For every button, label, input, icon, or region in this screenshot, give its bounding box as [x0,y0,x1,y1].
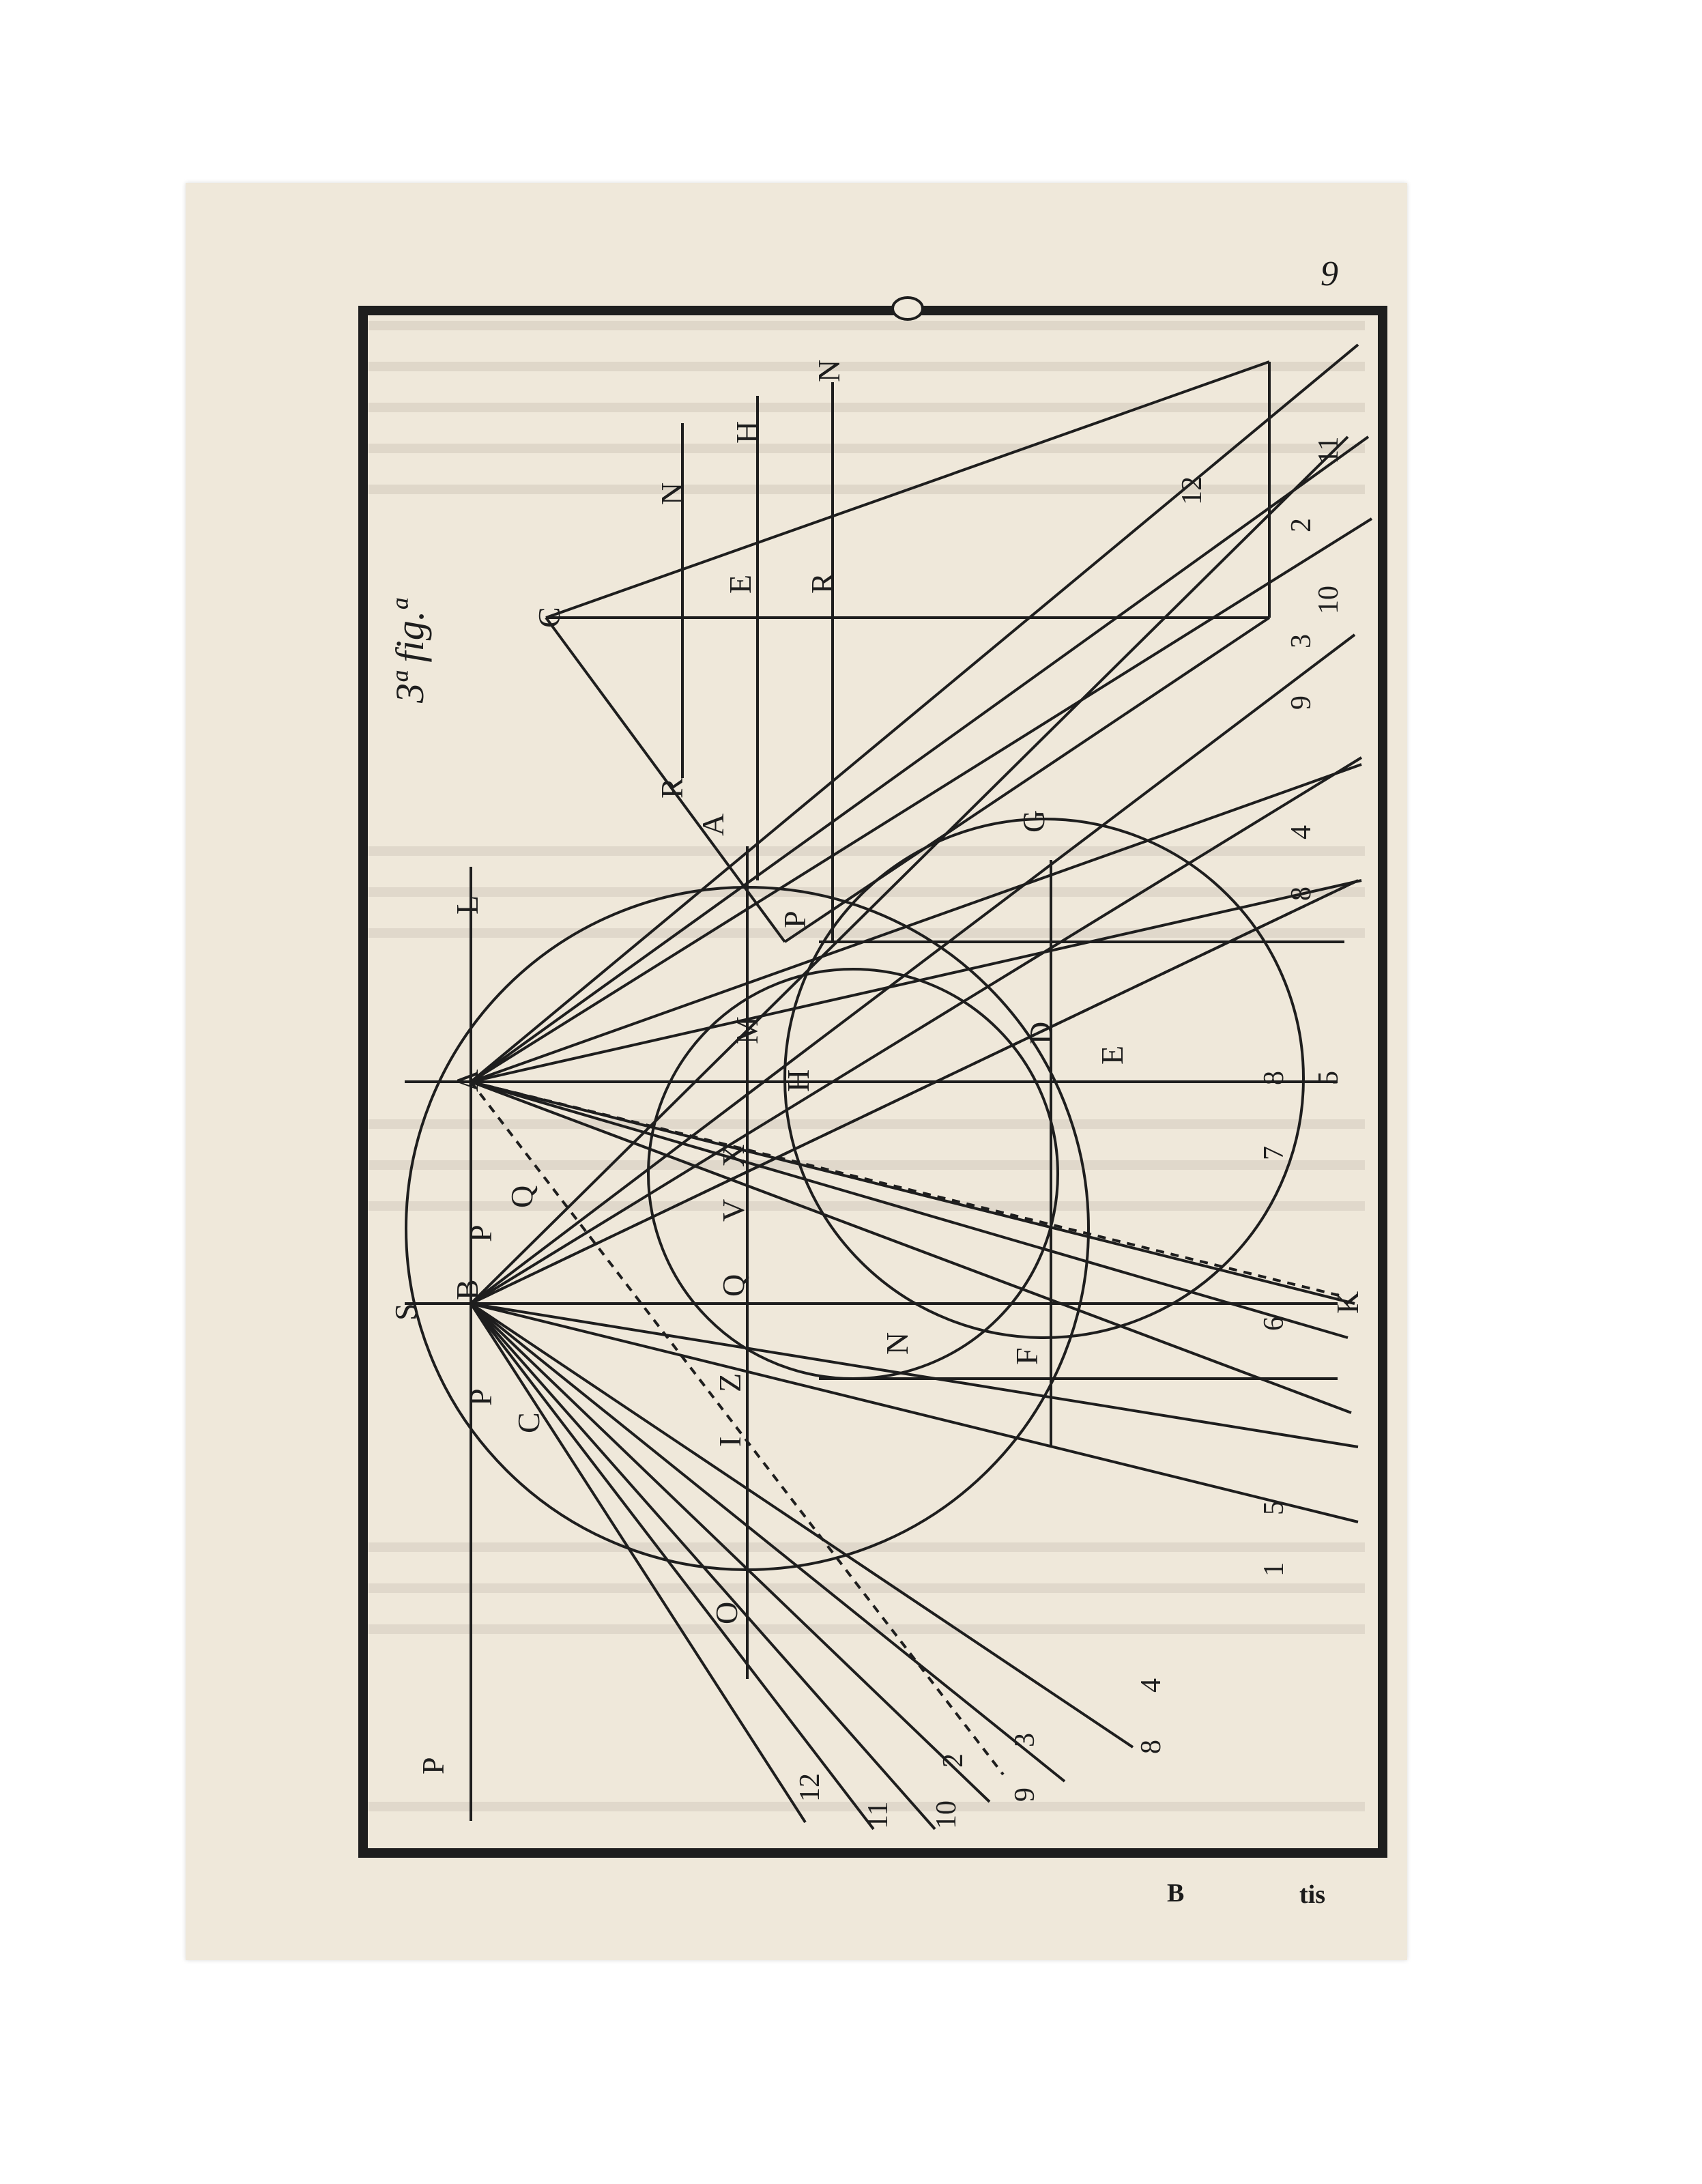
page-number: 9 [1321,255,1338,293]
catchword: tis [1299,1880,1325,1909]
label-S: S [388,1303,423,1321]
label-A2: A [695,813,730,836]
label-A: A [450,1069,485,1092]
label-K: K [1330,1291,1365,1314]
label-G: G [1016,809,1051,833]
signature-mark: B [1167,1879,1185,1908]
num-1-bottom: 1 [1258,1562,1290,1577]
num-8-top: 8 [1286,887,1317,901]
label-O: O [709,1601,744,1624]
num-3-top: 3 [1286,634,1317,648]
label-Z: Z [712,1373,747,1392]
num-11-top: 11 [1313,436,1344,464]
num-11-bottom: 11 [863,1801,894,1829]
label-N: N [880,1332,914,1355]
label-X: X [716,1144,751,1167]
label-M: M [730,1016,764,1044]
num-9-top: 9 [1286,695,1317,710]
label-Q: Q [504,1185,539,1208]
label-D: D [1023,1021,1058,1044]
label-Q2: Q [716,1274,751,1297]
label-N2: N [654,482,689,505]
label-L: L [450,895,485,915]
num-12-bottom: 12 [794,1773,826,1802]
label-P2: P [463,1388,498,1406]
label-C: C [511,1412,546,1433]
num-4-bottom: 4 [1136,1678,1167,1693]
label-I: I [712,1436,747,1447]
label-C2: C [532,607,566,628]
figure-title: 3ª fig.ª [388,599,432,703]
label-P: P [463,1224,498,1242]
num-12-top: 12 [1177,476,1208,505]
construction-lines [405,345,1372,1829]
num-8-bottom: 8 [1136,1740,1167,1754]
label-R: R [654,777,689,799]
numeric-labels [794,437,1344,1829]
num-10-bottom: 10 [931,1800,962,1829]
num-9-bottom: 9 [1009,1787,1041,1802]
label-P4: P [777,910,812,928]
num-6-mid: 6 [1258,1317,1290,1331]
num-3-bottom: 3 [1009,1733,1041,1747]
label-H: H [781,1069,816,1092]
num-7-mid: 7 [1258,1146,1290,1160]
label-R2: R [805,573,839,594]
label-B: B [450,1279,485,1300]
num-8-mid: 8 [1258,1071,1290,1085]
label-P3: P [416,1757,450,1774]
num-2-bottom: 2 [938,1753,969,1768]
label-E2: E [723,574,758,594]
label-F: F [1009,1347,1044,1365]
num-10-top: 10 [1313,586,1344,614]
dashed-lines [471,880,1358,1774]
num-4-top: 4 [1286,825,1317,839]
frame-flaw [893,298,923,319]
num-5-bottom: 5 [1258,1501,1290,1515]
label-H2: H [730,420,764,444]
label-E: E [1095,1045,1129,1065]
label-V: V [716,1198,751,1222]
label-N3: N [811,359,846,382]
num-5-mid: 5 [1313,1071,1344,1085]
num-2-top: 2 [1286,518,1317,532]
